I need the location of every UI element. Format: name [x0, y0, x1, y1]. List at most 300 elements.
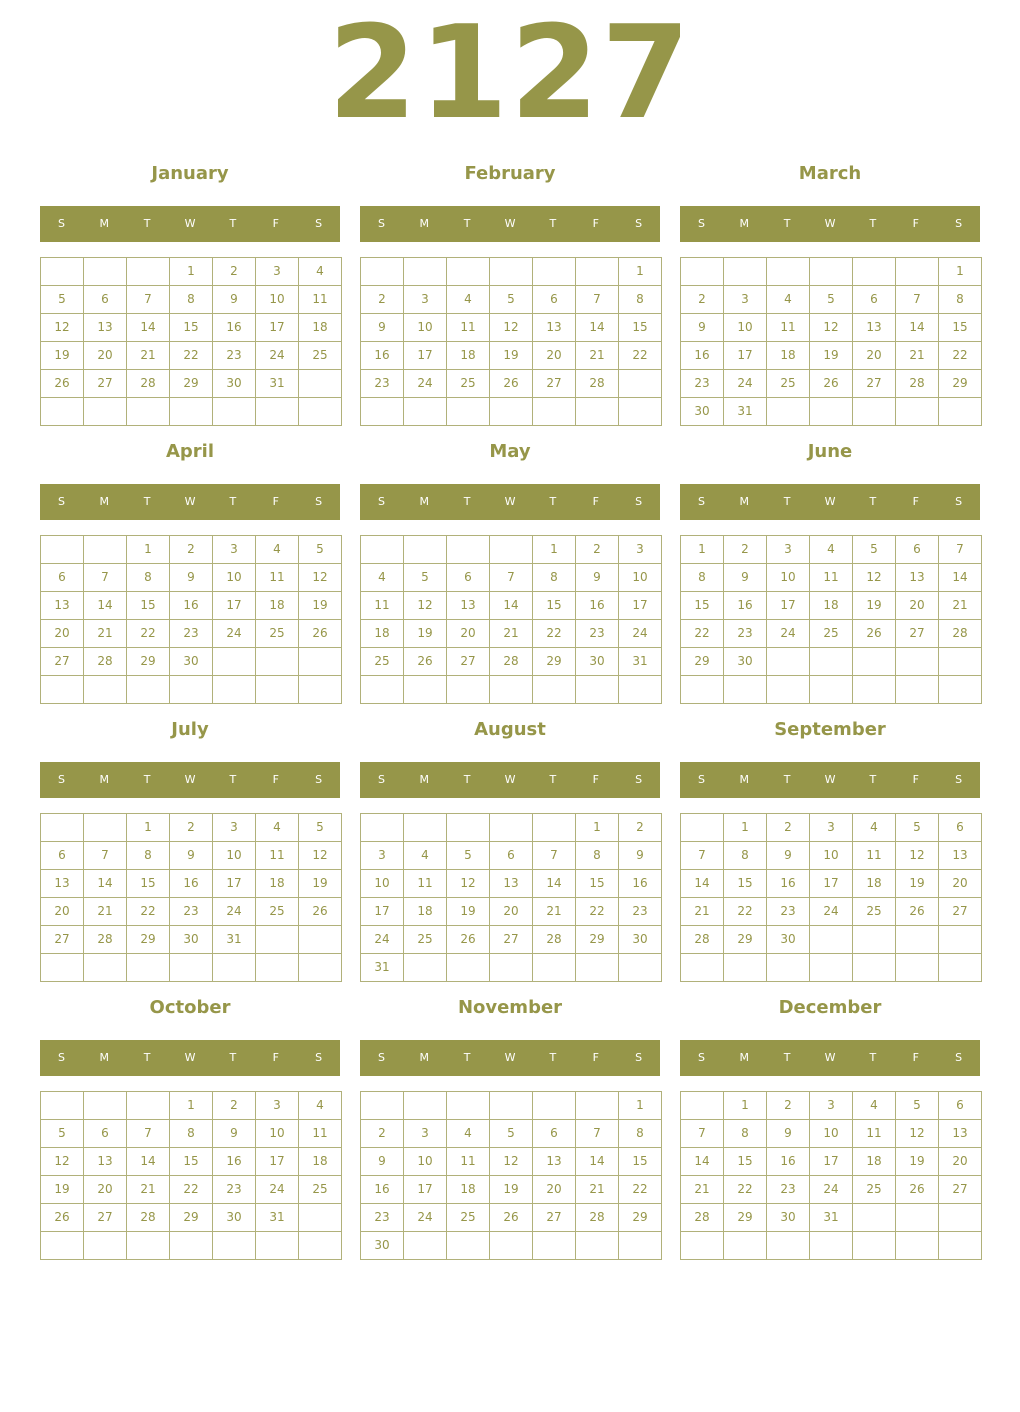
day-cell: 20	[938, 869, 982, 898]
weekday-label: M	[99, 1051, 110, 1064]
empty-day-cell	[618, 1231, 662, 1260]
weekday-label: S	[315, 495, 323, 508]
day-cell: 12	[489, 1147, 533, 1176]
empty-day-cell	[618, 369, 662, 398]
empty-day-cell	[489, 535, 533, 564]
day-cell: 20	[938, 1147, 982, 1176]
weekday-label: T	[869, 217, 877, 230]
day-cell: 29	[169, 369, 213, 398]
day-cell: 12	[403, 591, 447, 620]
day-cell: 20	[83, 341, 127, 370]
day-cell: 8	[532, 563, 576, 592]
month-december	[680, 992, 980, 1270]
empty-day-cell	[575, 257, 619, 286]
weekday-label: F	[272, 773, 279, 786]
day-cell: 9	[360, 313, 404, 342]
day-cell: 6	[895, 535, 939, 564]
weekday-label: M	[739, 217, 750, 230]
day-grid	[360, 535, 661, 704]
empty-day-cell	[680, 1091, 724, 1120]
day-cell: 11	[852, 1119, 896, 1148]
day-cell: 15	[680, 591, 724, 620]
day-cell: 10	[255, 1119, 299, 1148]
day-cell: 3	[403, 1119, 447, 1148]
empty-day-cell	[938, 647, 982, 676]
month-april	[40, 436, 340, 714]
day-cell: 20	[446, 619, 490, 648]
empty-day-cell	[169, 397, 213, 426]
day-cell: 23	[212, 1175, 256, 1204]
day-cell: 26	[489, 1203, 533, 1232]
day-cell: 20	[40, 619, 84, 648]
day-cell: 10	[403, 1147, 447, 1176]
year-title: 2127	[327, 0, 693, 148]
day-cell: 12	[40, 313, 84, 342]
day-cell: 1	[723, 813, 767, 842]
empty-day-cell	[809, 1231, 853, 1260]
weekday-label: F	[912, 1051, 919, 1064]
day-cell: 8	[723, 841, 767, 870]
day-cell: 19	[446, 897, 490, 926]
weekday-header	[680, 484, 980, 520]
day-cell: 30	[766, 925, 810, 954]
day-cell: 5	[40, 1119, 84, 1148]
day-cell: 14	[895, 313, 939, 342]
day-cell: 2	[169, 813, 213, 842]
day-cell: 16	[360, 341, 404, 370]
day-grid	[680, 257, 981, 426]
weekday-label: F	[592, 495, 599, 508]
day-cell: 4	[255, 535, 299, 564]
day-cell: 15	[723, 869, 767, 898]
day-cell: 29	[618, 1203, 662, 1232]
day-cell: 6	[446, 563, 490, 592]
day-cell: 17	[403, 1175, 447, 1204]
day-cell: 30	[723, 647, 767, 676]
empty-day-cell	[403, 1231, 447, 1260]
day-cell: 21	[680, 1175, 724, 1204]
empty-day-cell	[212, 675, 256, 704]
month-june	[680, 436, 980, 714]
day-grid	[40, 257, 341, 426]
weekday-label: W	[184, 1051, 196, 1064]
empty-day-cell	[446, 813, 490, 842]
day-cell: 4	[446, 285, 490, 314]
day-cell: 8	[938, 285, 982, 314]
empty-day-cell	[532, 1091, 576, 1120]
day-cell: 23	[680, 369, 724, 398]
month-january	[40, 158, 340, 436]
day-cell: 25	[255, 619, 299, 648]
month-may	[360, 436, 660, 714]
day-cell: 7	[83, 563, 127, 592]
day-cell: 28	[575, 369, 619, 398]
weekday-label: F	[272, 217, 279, 230]
empty-day-cell	[852, 925, 896, 954]
day-cell: 29	[723, 925, 767, 954]
day-cell: 25	[360, 647, 404, 676]
day-cell: 20	[532, 341, 576, 370]
day-cell: 19	[403, 619, 447, 648]
day-cell: 11	[255, 563, 299, 592]
empty-day-cell	[680, 1231, 724, 1260]
weekday-label: S	[57, 773, 65, 786]
day-cell: 5	[298, 813, 342, 842]
month-title: June	[807, 441, 853, 462]
day-cell: 7	[895, 285, 939, 314]
empty-day-cell	[680, 675, 724, 704]
day-cell: 15	[169, 313, 213, 342]
empty-day-cell	[403, 397, 447, 426]
day-cell: 11	[809, 563, 853, 592]
day-cell: 3	[212, 535, 256, 564]
day-cell: 28	[680, 925, 724, 954]
day-cell: 22	[618, 1175, 662, 1204]
weekday-header	[40, 1040, 340, 1076]
weekday-label: T	[783, 495, 791, 508]
day-cell: 24	[403, 1203, 447, 1232]
empty-day-cell	[403, 1091, 447, 1120]
weekday-label: M	[99, 217, 110, 230]
day-cell: 19	[40, 1175, 84, 1204]
day-cell: 16	[169, 869, 213, 898]
weekday-label: T	[783, 1051, 791, 1064]
day-cell: 27	[852, 369, 896, 398]
day-cell: 13	[83, 1147, 127, 1176]
day-cell: 26	[40, 1203, 84, 1232]
day-cell: 17	[403, 341, 447, 370]
weekday-header	[360, 206, 660, 242]
weekday-label: M	[99, 495, 110, 508]
day-cell: 3	[360, 841, 404, 870]
weekday-label: T	[229, 217, 237, 230]
day-cell: 25	[298, 1175, 342, 1204]
weekday-label: T	[463, 773, 471, 786]
empty-day-cell	[403, 813, 447, 842]
day-cell: 10	[723, 313, 767, 342]
day-cell: 29	[532, 647, 576, 676]
day-cell: 7	[938, 535, 982, 564]
day-cell: 1	[680, 535, 724, 564]
empty-day-cell	[938, 1203, 982, 1232]
empty-day-cell	[126, 397, 170, 426]
day-cell: 13	[938, 841, 982, 870]
weekday-label: T	[549, 773, 557, 786]
day-cell: 14	[938, 563, 982, 592]
empty-day-cell	[938, 675, 982, 704]
day-cell: 29	[169, 1203, 213, 1232]
day-cell: 1	[126, 535, 170, 564]
weekday-label: T	[549, 1051, 557, 1064]
month-title: January	[151, 163, 229, 184]
empty-day-cell	[83, 675, 127, 704]
empty-day-cell	[809, 925, 853, 954]
empty-day-cell	[852, 675, 896, 704]
day-cell: 13	[83, 313, 127, 342]
empty-day-cell	[446, 1231, 490, 1260]
day-cell: 29	[126, 647, 170, 676]
day-cell: 15	[575, 869, 619, 898]
weekday-label: W	[824, 495, 836, 508]
day-cell: 4	[766, 285, 810, 314]
day-cell: 20	[489, 897, 533, 926]
weekday-label: T	[783, 217, 791, 230]
day-cell: 30	[212, 1203, 256, 1232]
day-cell: 26	[298, 619, 342, 648]
day-cell: 7	[680, 841, 724, 870]
month-title: November	[457, 997, 563, 1018]
day-cell: 22	[169, 341, 213, 370]
day-cell: 11	[298, 1119, 342, 1148]
day-cell: 11	[298, 285, 342, 314]
empty-day-cell	[446, 257, 490, 286]
day-cell: 27	[532, 1203, 576, 1232]
day-cell: 7	[680, 1119, 724, 1148]
empty-day-cell	[938, 953, 982, 982]
weekday-header	[680, 1040, 980, 1076]
month-november	[360, 992, 660, 1270]
empty-day-cell	[575, 675, 619, 704]
month-march	[680, 158, 980, 436]
empty-day-cell	[766, 397, 810, 426]
day-cell: 9	[169, 841, 213, 870]
empty-day-cell	[489, 257, 533, 286]
empty-day-cell	[809, 647, 853, 676]
day-cell: 22	[126, 897, 170, 926]
empty-day-cell	[255, 647, 299, 676]
empty-day-cell	[938, 397, 982, 426]
day-cell: 23	[169, 897, 213, 926]
weekday-label: T	[463, 217, 471, 230]
day-cell: 8	[126, 563, 170, 592]
empty-day-cell	[532, 397, 576, 426]
day-cell: 14	[680, 1147, 724, 1176]
weekday-label: W	[184, 773, 196, 786]
empty-day-cell	[809, 257, 853, 286]
day-cell: 20	[852, 341, 896, 370]
day-cell: 27	[532, 369, 576, 398]
day-cell: 4	[446, 1119, 490, 1148]
day-cell: 1	[618, 1091, 662, 1120]
day-cell: 21	[575, 341, 619, 370]
day-cell: 26	[489, 369, 533, 398]
empty-day-cell	[489, 813, 533, 842]
month-title: April	[165, 441, 215, 462]
empty-day-cell	[169, 953, 213, 982]
weekday-label: S	[57, 495, 65, 508]
weekday-label: S	[377, 1051, 385, 1064]
day-cell: 11	[852, 841, 896, 870]
day-cell: 19	[40, 341, 84, 370]
day-cell: 19	[809, 341, 853, 370]
day-cell: 27	[83, 369, 127, 398]
empty-day-cell	[575, 1091, 619, 1120]
empty-day-cell	[895, 675, 939, 704]
day-cell: 31	[212, 925, 256, 954]
day-cell: 23	[766, 1175, 810, 1204]
empty-day-cell	[40, 813, 84, 842]
day-cell: 19	[895, 1147, 939, 1176]
day-cell: 7	[126, 1119, 170, 1148]
day-cell: 5	[809, 285, 853, 314]
day-cell: 22	[575, 897, 619, 926]
day-cell: 26	[895, 1175, 939, 1204]
weekday-label: T	[229, 495, 237, 508]
empty-day-cell	[360, 1091, 404, 1120]
empty-day-cell	[83, 397, 127, 426]
empty-day-cell	[298, 1231, 342, 1260]
day-cell: 24	[255, 1175, 299, 1204]
weekday-label: F	[272, 1051, 279, 1064]
day-cell: 14	[680, 869, 724, 898]
day-cell: 15	[618, 1147, 662, 1176]
day-cell: 28	[126, 369, 170, 398]
empty-day-cell	[766, 675, 810, 704]
day-cell: 9	[575, 563, 619, 592]
day-cell: 17	[212, 869, 256, 898]
day-cell: 6	[532, 285, 576, 314]
day-cell: 3	[255, 1091, 299, 1120]
weekday-label: M	[419, 1051, 430, 1064]
day-cell: 29	[126, 925, 170, 954]
day-cell: 1	[126, 813, 170, 842]
weekday-header	[40, 206, 340, 242]
empty-day-cell	[446, 535, 490, 564]
day-cell: 23	[766, 897, 810, 926]
day-cell: 28	[83, 647, 127, 676]
empty-day-cell	[489, 1091, 533, 1120]
day-cell: 28	[575, 1203, 619, 1232]
day-cell: 27	[938, 897, 982, 926]
empty-day-cell	[40, 535, 84, 564]
empty-day-cell	[532, 675, 576, 704]
empty-day-cell	[723, 1231, 767, 1260]
day-cell: 6	[83, 1119, 127, 1148]
weekday-label: S	[57, 217, 65, 230]
day-cell: 3	[809, 1091, 853, 1120]
day-cell: 15	[938, 313, 982, 342]
day-cell: 18	[446, 341, 490, 370]
day-cell: 17	[723, 341, 767, 370]
empty-day-cell	[575, 1231, 619, 1260]
day-cell: 30	[680, 397, 724, 426]
day-cell: 13	[938, 1119, 982, 1148]
day-cell: 26	[40, 369, 84, 398]
empty-day-cell	[938, 925, 982, 954]
day-cell: 2	[766, 813, 810, 842]
day-cell: 26	[852, 619, 896, 648]
day-cell: 10	[360, 869, 404, 898]
empty-day-cell	[403, 257, 447, 286]
day-cell: 17	[360, 897, 404, 926]
day-cell: 28	[489, 647, 533, 676]
empty-day-cell	[852, 1231, 896, 1260]
day-cell: 4	[298, 257, 342, 286]
month-october	[40, 992, 340, 1270]
empty-day-cell	[212, 1231, 256, 1260]
empty-day-cell	[618, 675, 662, 704]
day-cell: 11	[446, 313, 490, 342]
day-cell: 16	[212, 1147, 256, 1176]
day-cell: 4	[255, 813, 299, 842]
day-cell: 24	[766, 619, 810, 648]
weekday-label: S	[697, 217, 705, 230]
empty-day-cell	[809, 397, 853, 426]
day-cell: 21	[532, 897, 576, 926]
empty-day-cell	[360, 675, 404, 704]
day-cell: 4	[852, 813, 896, 842]
empty-day-cell	[40, 1231, 84, 1260]
weekday-label: W	[504, 773, 516, 786]
day-cell: 16	[360, 1175, 404, 1204]
day-cell: 23	[723, 619, 767, 648]
day-cell: 31	[255, 369, 299, 398]
day-cell: 31	[723, 397, 767, 426]
day-cell: 24	[723, 369, 767, 398]
day-cell: 30	[360, 1231, 404, 1260]
day-cell: 12	[489, 313, 533, 342]
day-cell: 11	[360, 591, 404, 620]
weekday-label: F	[912, 773, 919, 786]
empty-day-cell	[852, 1203, 896, 1232]
day-cell: 30	[618, 925, 662, 954]
day-cell: 22	[169, 1175, 213, 1204]
day-cell: 5	[895, 813, 939, 842]
day-cell: 27	[40, 925, 84, 954]
day-cell: 1	[618, 257, 662, 286]
weekday-label: W	[824, 217, 836, 230]
empty-day-cell	[895, 647, 939, 676]
day-cell: 21	[126, 341, 170, 370]
weekday-header	[360, 484, 660, 520]
day-cell: 18	[298, 1147, 342, 1176]
day-cell: 17	[212, 591, 256, 620]
empty-day-cell	[766, 1231, 810, 1260]
day-cell: 3	[809, 813, 853, 842]
weekday-label: S	[955, 217, 963, 230]
day-cell: 15	[532, 591, 576, 620]
weekday-label: S	[315, 217, 323, 230]
empty-day-cell	[40, 953, 84, 982]
day-cell: 31	[360, 953, 404, 982]
day-cell: 27	[40, 647, 84, 676]
weekday-label: S	[377, 217, 385, 230]
empty-day-cell	[680, 257, 724, 286]
day-cell: 1	[723, 1091, 767, 1120]
day-cell: 17	[255, 1147, 299, 1176]
weekday-label: W	[184, 495, 196, 508]
day-cell: 2	[618, 813, 662, 842]
day-cell: 4	[809, 535, 853, 564]
month-title: February	[464, 163, 556, 184]
month-title: March	[798, 163, 862, 184]
day-cell: 28	[83, 925, 127, 954]
empty-day-cell	[169, 675, 213, 704]
empty-day-cell	[83, 813, 127, 842]
day-cell: 21	[895, 341, 939, 370]
day-cell: 29	[938, 369, 982, 398]
weekday-label: F	[592, 217, 599, 230]
weekday-label: S	[697, 1051, 705, 1064]
day-cell: 16	[169, 591, 213, 620]
weekday-label: M	[99, 773, 110, 786]
weekday-label: S	[377, 773, 385, 786]
day-cell: 18	[852, 869, 896, 898]
day-cell: 25	[298, 341, 342, 370]
day-cell: 18	[403, 897, 447, 926]
day-cell: 11	[255, 841, 299, 870]
day-cell: 14	[83, 591, 127, 620]
